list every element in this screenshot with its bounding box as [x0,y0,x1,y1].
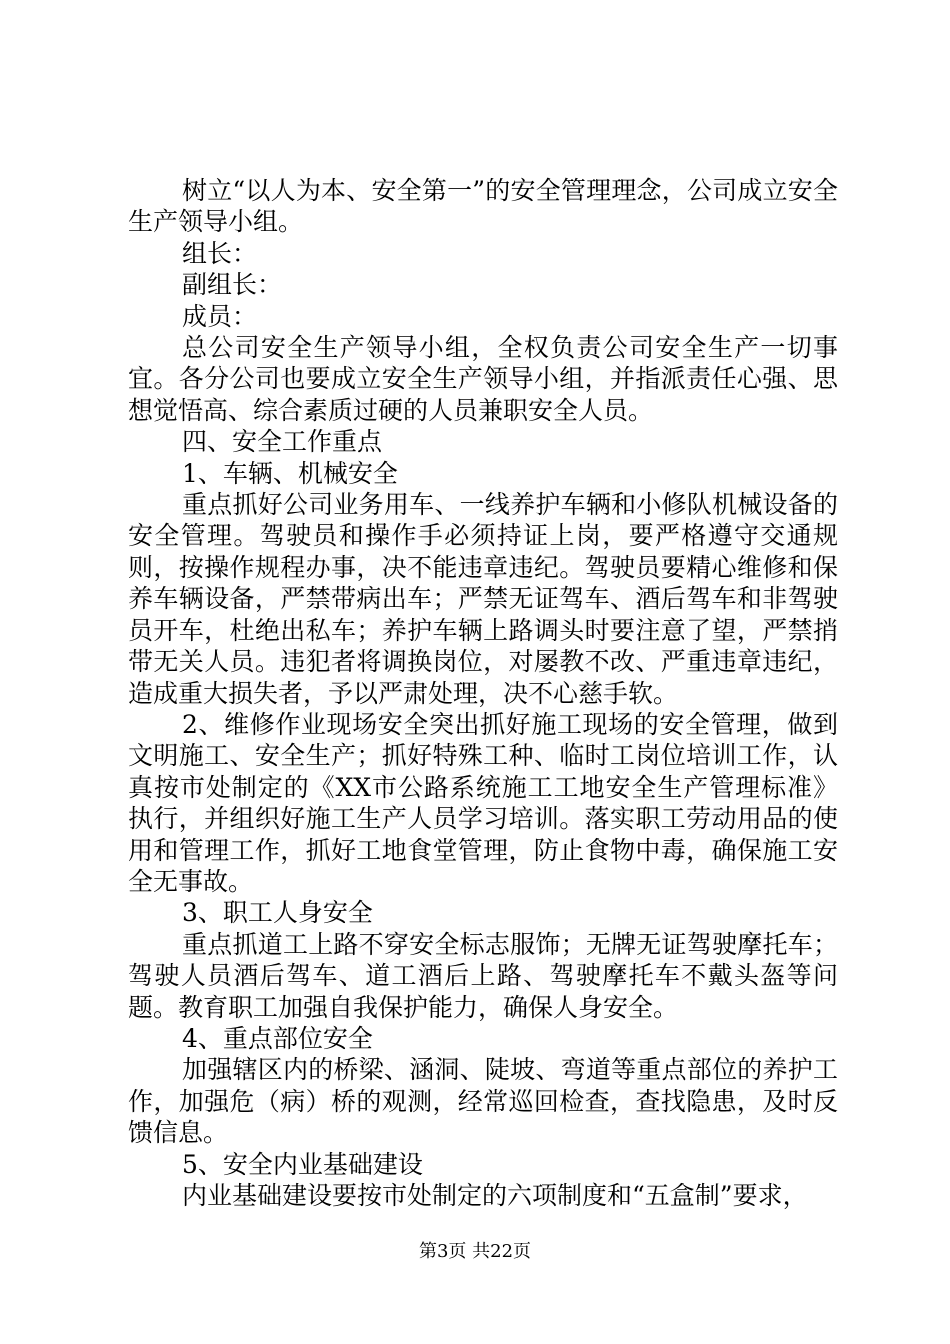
section-heading-safety-focus: 四、安全工作重点 [182,427,383,457]
paragraph-site-safety: 2、维修作业现场安全突出抓好施工现场的安全管理，做到文明施工、安全生产；抓好特殊工种、临时工岗位培训工作，认真按市处制定的《XX市公路系统施工工地安全生产管理标准》执行，并组织好施工生产人员学习培训。落实职工劳动用品的使用和管理工作，抓好工地食堂管理，防止食物中毒，确保施工安全无事故。 [128,709,838,896]
paragraph-key-locations: 加强辖区内的桥梁、涵洞、陡坡、弯道等重点部位的养护工作，加强危（病）桥的观测，经常巡回检查，查找隐患，及时反馈信息。 [128,1055,838,1148]
subheading-key-locations: 4、重点部位安全 [182,1023,373,1053]
paragraph-internal-infrastructure: 内业基础建设要按市处制定的六项制度和“五盒制”要求， [182,1181,808,1210]
subheading-personal-safety: 3、职工人身安全 [182,898,373,928]
document-body [128,175,838,1211]
page-footer [0,1240,950,1264]
subheading-internal-infrastructure: 5、安全内业基础建设 [182,1149,423,1179]
paragraph-safety-philosophy: 树立“以人为本、安全第一”的安全管理理念，公司成立安全生产领导小组。 [128,176,838,237]
paragraph-group-leader: 组长： [182,238,258,268]
paragraph-members: 成员： [182,301,258,331]
page-number-label: 第3页 共22页 [418,1241,532,1262]
paragraph-deputy-leader: 副组长： [182,270,283,300]
paragraph-vehicle-safety: 重点抓好公司业务用车、一线养护车辆和小修队机械设备的安全管理。驾驶员和操作手必须持证上岗，要严格遵守交通规则，按操作规程办事，决不能违章违纪。驾驶员要精心维修和保养车辆设备，严禁带病出车；严禁无证驾车、酒后驾车和非驾驶员开车，杜绝出私车；养护车辆上路调头时要注意了望，严禁捎带无关人员。违犯者将调换岗位，对屡教不改、严重违章违纪，造成重大损失者，予以严肃处理，决不心慈手软。 [128,490,838,708]
subheading-vehicle-safety: 1、车辆、机械安全 [182,458,398,488]
paragraph-personal-safety: 重点抓道工上路不穿安全标志服饰；无牌无证驾驶摩托车；驾驶人员酒后驾车、道工酒后上路、驾驶摩托车不戴头盔等问题。教育职工加强自我保护能力，确保人身安全。 [128,929,838,1022]
paragraph-leadership-duties: 总公司安全生产领导小组，全权负责公司安全生产一切事宜。各分公司也要成立安全生产领导小组，并指派责任心强、思想觉悟高、综合素质过硬的人员兼职安全人员。 [128,333,838,425]
